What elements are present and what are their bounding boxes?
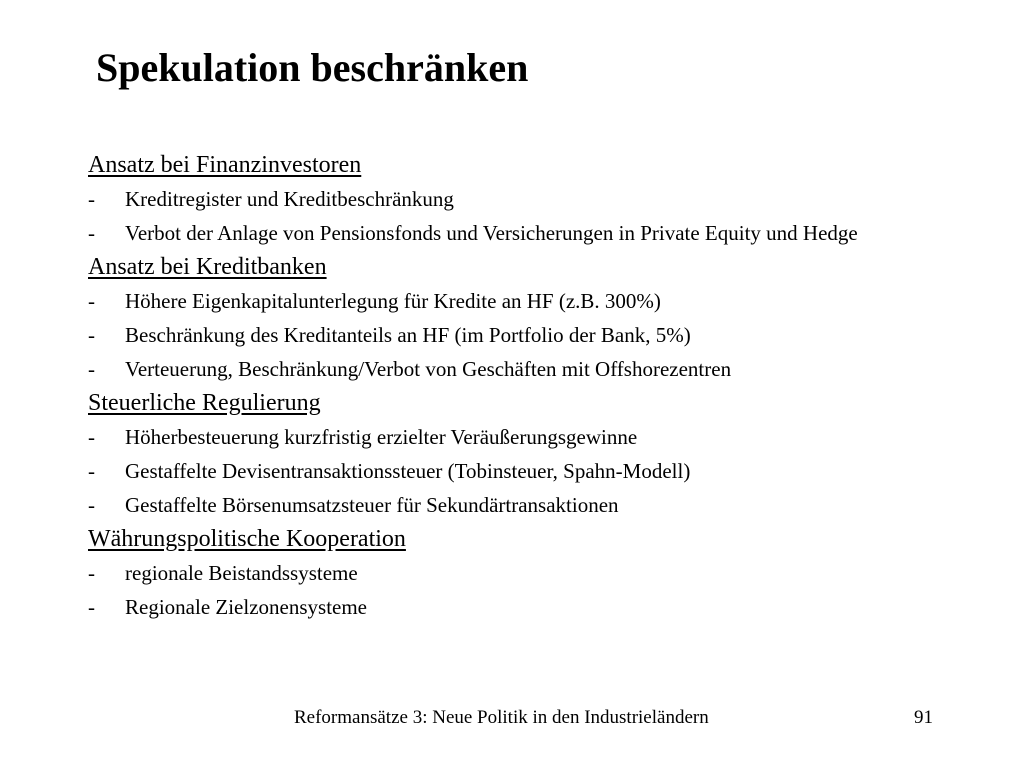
section-heading-steuerliche-regulierung: Steuerliche Regulierung bbox=[88, 390, 321, 416]
section-heading-kreditbanken: Ansatz bei Kreditbanken bbox=[88, 254, 327, 280]
bullet-dash: - bbox=[88, 595, 95, 619]
bullet-item bbox=[88, 590, 1024, 624]
bullet-text: Beschränkung des Kreditanteils an HF (im Portfolio der Bank, 5%) bbox=[125, 323, 691, 347]
bullet-item bbox=[88, 216, 1024, 250]
bullet-dash: - bbox=[88, 357, 95, 381]
bullet-text: Kreditregister und Kreditbeschränkung bbox=[125, 187, 454, 211]
bullet-item bbox=[88, 318, 1024, 352]
section-heading-waehrungspolitische-kooperation: Währungspolitische Kooperation bbox=[88, 526, 406, 552]
bullet-item bbox=[88, 182, 1024, 216]
bullet-dash: - bbox=[88, 425, 95, 449]
bullet-text: regionale Beistandssysteme bbox=[125, 561, 358, 585]
bullet-dash: - bbox=[88, 221, 95, 245]
bullet-item bbox=[88, 420, 1024, 454]
bullet-dash: - bbox=[88, 289, 95, 313]
bullet-text: Höherbesteuerung kurzfristig erzielter Veräußerungsgewinne bbox=[125, 425, 638, 449]
bullet-dash: - bbox=[88, 561, 95, 585]
bullet-text: Gestaffelte Börsenumsatzsteuer für Sekundärtransaktionen bbox=[125, 493, 619, 517]
section-heading-finanzinvestoren: Ansatz bei Finanzinvestoren bbox=[88, 152, 362, 178]
bullet-dash: - bbox=[88, 493, 95, 517]
bullet-text: Regionale Zielzonensysteme bbox=[125, 595, 368, 619]
bullet-text: Höhere Eigenkapitalunterlegung für Kredite an HF (z.B. 300%) bbox=[125, 289, 661, 313]
bullet-text: Gestaffelte Devisentransaktionssteuer (Tobinsteuer, Spahn-Modell) bbox=[125, 459, 691, 483]
bullet-dash: - bbox=[88, 459, 95, 483]
bullet-item bbox=[88, 556, 1024, 590]
page-number: 91 bbox=[914, 707, 933, 728]
bullet-item bbox=[88, 284, 1024, 318]
bullet-item bbox=[88, 454, 1024, 488]
bullet-text: Verteuerung, Beschränkung/Verbot von Geschäften mit Offshorezentren bbox=[125, 357, 732, 381]
bullet-text: Verbot der Anlage von Pensionsfonds und Versicherungen in Private Equity und Hedge bbox=[125, 221, 858, 245]
bullet-dash: - bbox=[88, 187, 95, 211]
slide-content bbox=[88, 148, 1024, 624]
bullet-item bbox=[88, 488, 1024, 522]
footer-text: Reformansätze 3: Neue Politik in den Industrieländern bbox=[294, 707, 709, 728]
bullet-dash: - bbox=[88, 323, 95, 347]
bullet-item bbox=[88, 352, 1024, 386]
slide-title: Spekulation beschränken bbox=[96, 45, 529, 90]
